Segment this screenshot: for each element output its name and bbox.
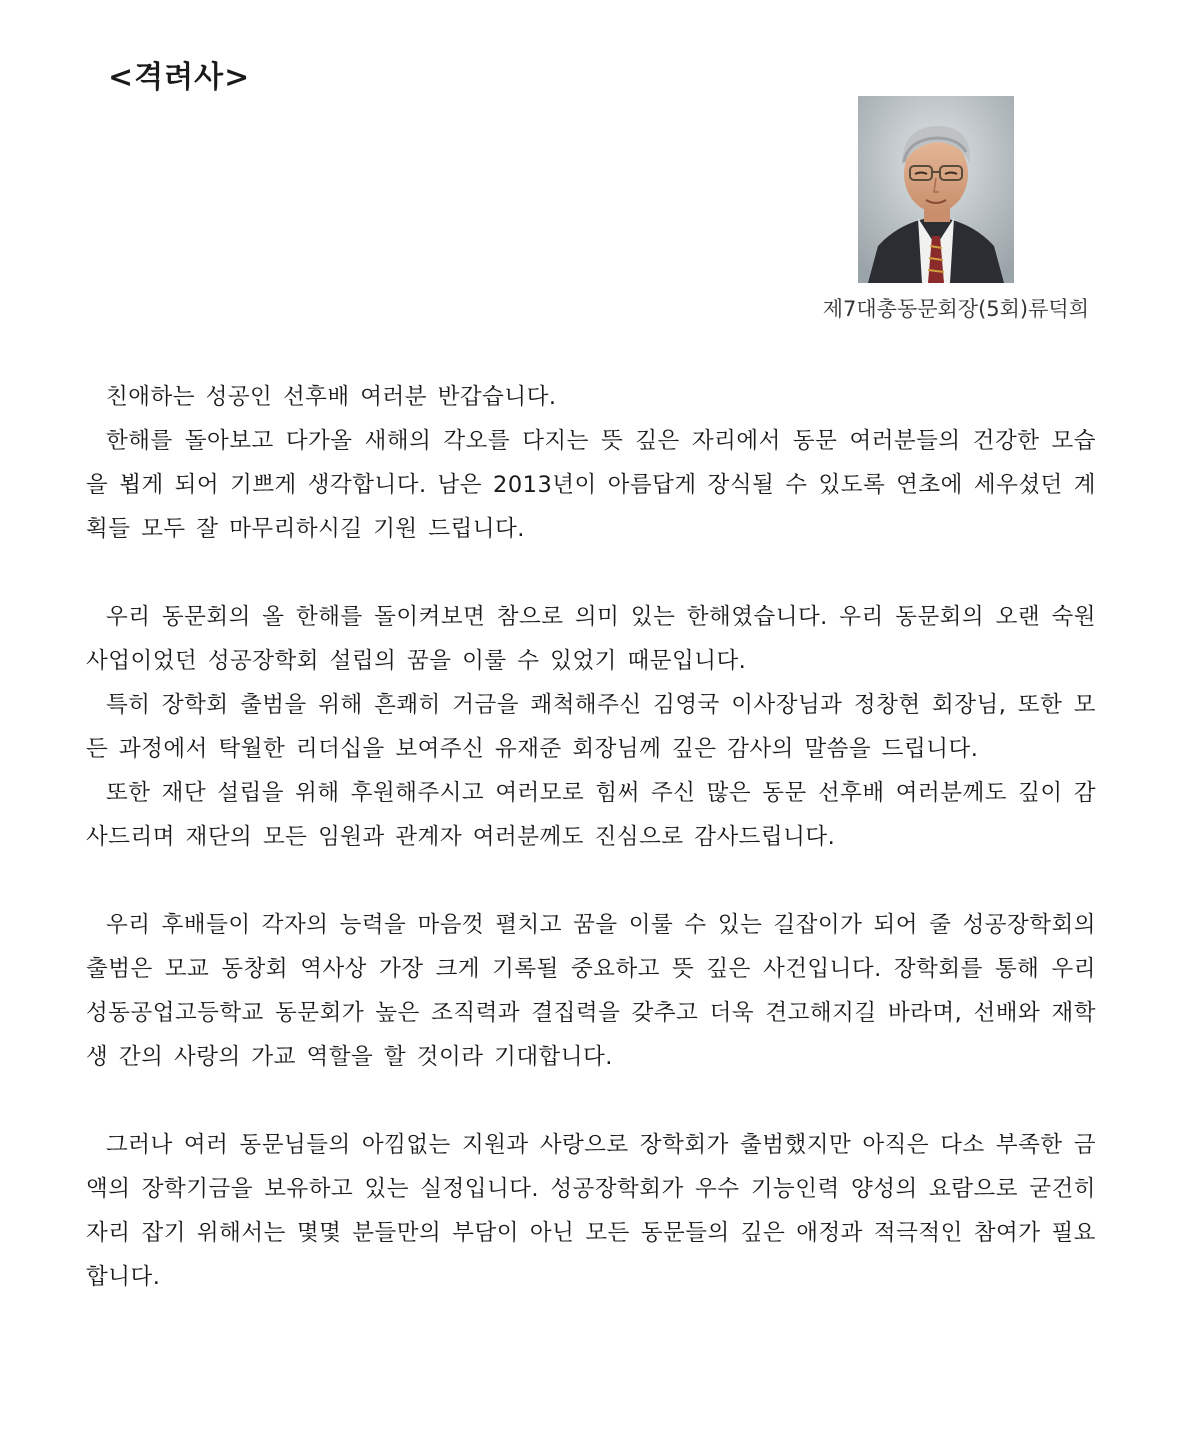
paragraph-new-year: 한해를 돌아보고 다가올 새해의 각오를 다지는 뜻 깊은 자리에서 동문 여러분들의 건강한 모습을 뵙게 되어 기쁘게 생각합니다. 남은 2013년이 아름답게 장식될 수 있도록 연초에 세우셨던 계획들 모두 잘 마무리하시길 기원 드립니다. (86, 428, 1096, 542)
paragraph-spacer (86, 859, 1096, 903)
speech-body (86, 375, 1096, 1299)
paragraph-call-to-action: 그러나 여러 동문님들의 아낌없는 지원과 사랑으로 장학회가 출범했지만 아직은 다소 부족한 금액의 장학기금을 보유하고 있는 실정입니다. 성공장학회가 우수 기능인력 양성의 요람으로 굳건히 자리 잡기 위해서는 몇몇 분들만의 부담이 아닌 모든 동문들의 깊은 애정과 적극적인 참여가 필요합니다. (86, 1132, 1096, 1290)
paragraph-year-review: 우리 동문회의 올 한해를 돌이켜보면 참으로 의미 있는 한해였습니다. 우리 동문회의 오랜 숙원사업이었던 성공장학회 설립의 꿈을 이룰 수 있었기 때문입니다. (86, 604, 1096, 674)
paragraph-thanks-leaders: 특히 장학회 출범을 위해 흔쾌히 거금을 쾌척해주신 김영국 이사장님과 정창현 회장님, 또한 모든 과정에서 탁월한 리더십을 보여주신 유재준 회장님께 깊은 감사의 말씀을 드립니다. (86, 692, 1096, 762)
paragraph-spacer (86, 551, 1096, 595)
portrait-image (858, 96, 1014, 283)
paragraph-spacer (86, 1079, 1096, 1123)
paragraph-greeting: 친애하는 성공인 선후배 여러분 반갑습니다. (106, 384, 557, 410)
author-portrait (858, 96, 1014, 283)
author-caption: 제7대총동문회장(5회)류덕희 (822, 297, 1089, 321)
document-title: <격려사> (108, 60, 251, 95)
paragraph-scholarship-launch: 우리 후배들이 각자의 능력을 마음껏 펼치고 꿈을 이룰 수 있는 길잡이가 되어 줄 성공장학회의 출범은 모교 동창회 역사상 가장 크게 기록될 중요하고 뜻 깊은 사건입니다. 장학회를 통해 우리 성동공업고등학교 동문회가 높은 조직력과 결집력을 갖추고 더욱 견고해지길 바라며, 선배와 재학생 간의 사랑의 가교 역할을 할 것이라 기대합니다. (86, 912, 1096, 1070)
paragraph-thanks-alumni: 또한 재단 설립을 위해 후원해주시고 여러모로 힘써 주신 많은 동문 선후배 여러분께도 깊이 감사드리며 재단의 모든 임원과 관계자 여러분께도 진심으로 감사드립니다. (86, 780, 1096, 850)
